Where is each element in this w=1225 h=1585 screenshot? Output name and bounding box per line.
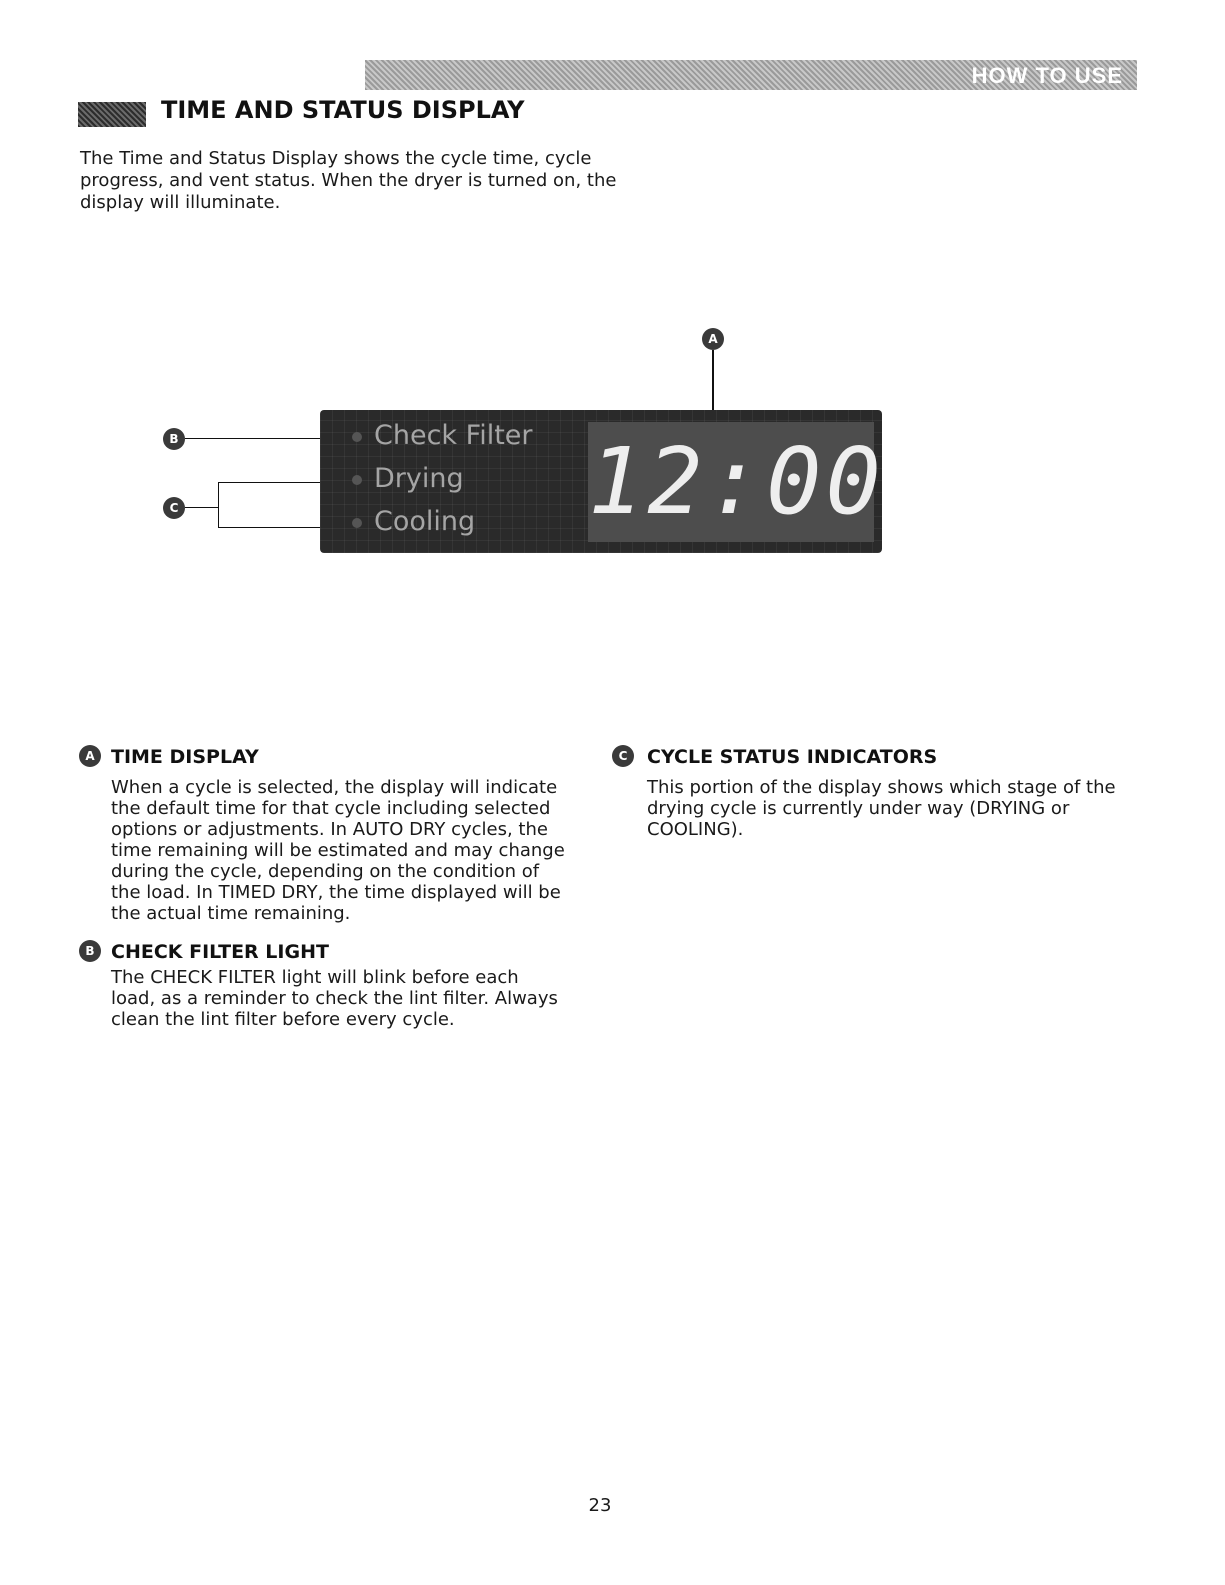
- section-header-bar: [365, 60, 1137, 90]
- heading-marker: [78, 102, 146, 127]
- cooling-indicator: [352, 506, 475, 537]
- callout-c-badge: C: [163, 497, 185, 519]
- check-filter-label: Check Filter: [374, 420, 533, 451]
- callout-b-badge: B: [163, 428, 185, 450]
- check-filter-indicator: [352, 420, 533, 451]
- callout-c-line: [185, 507, 218, 508]
- drying-label: Drying: [374, 463, 464, 494]
- check-filter-title: CHECK FILTER LIGHT: [111, 941, 329, 963]
- page-title: TIME AND STATUS DISPLAY: [161, 96, 525, 124]
- time-display-area: [588, 422, 885, 542]
- callout-a-badge: A: [702, 328, 724, 350]
- item-a-badge: A: [79, 745, 101, 767]
- cycle-status-body: This portion of the display shows which stage of the drying cycle is currently under way (DRYING or COOLING).: [647, 777, 1116, 840]
- callout-c-line-cooling: [218, 527, 320, 528]
- item-c-badge: C: [612, 745, 634, 767]
- page-number: 23: [588, 1495, 612, 1516]
- cooling-led-icon: [352, 518, 362, 528]
- time-display-title: TIME DISPLAY: [111, 746, 259, 768]
- display-panel: [320, 410, 885, 553]
- time-display-body: When a cycle is selected, the display will indicate the default time for that cycle including selected options or adjustments. In AUTO DRY cycles, the time remaining will be estimated and may change during the cycle, depending on the condition of the load. In TIMED DRY, the time displayed will be the actual time remaining.: [111, 777, 565, 924]
- check-filter-body: The CHECK FILTER light will blink before each load, as a reminder to check the lint filter. Always clean the lint filter before every cycle.: [111, 967, 558, 1030]
- callout-b-line: [185, 438, 320, 439]
- cycle-status-title: CYCLE STATUS INDICATORS: [647, 746, 938, 768]
- drying-led-icon: [352, 475, 362, 485]
- callout-c-line-drying: [218, 482, 320, 483]
- drying-indicator: [352, 463, 464, 494]
- item-b-badge: B: [79, 940, 101, 962]
- time-digits: 12:00: [588, 428, 885, 535]
- cooling-label: Cooling: [374, 506, 476, 537]
- callout-c-bracket: [218, 482, 219, 528]
- check-filter-led-icon: [352, 432, 362, 442]
- intro-paragraph: The Time and Status Display shows the cycle time, cycle progress, and vent status. When the dryer is turned on, the display will illuminate.: [80, 148, 617, 213]
- section-label: HOW TO USE: [971, 63, 1123, 88]
- callout-a-line: [712, 350, 714, 410]
